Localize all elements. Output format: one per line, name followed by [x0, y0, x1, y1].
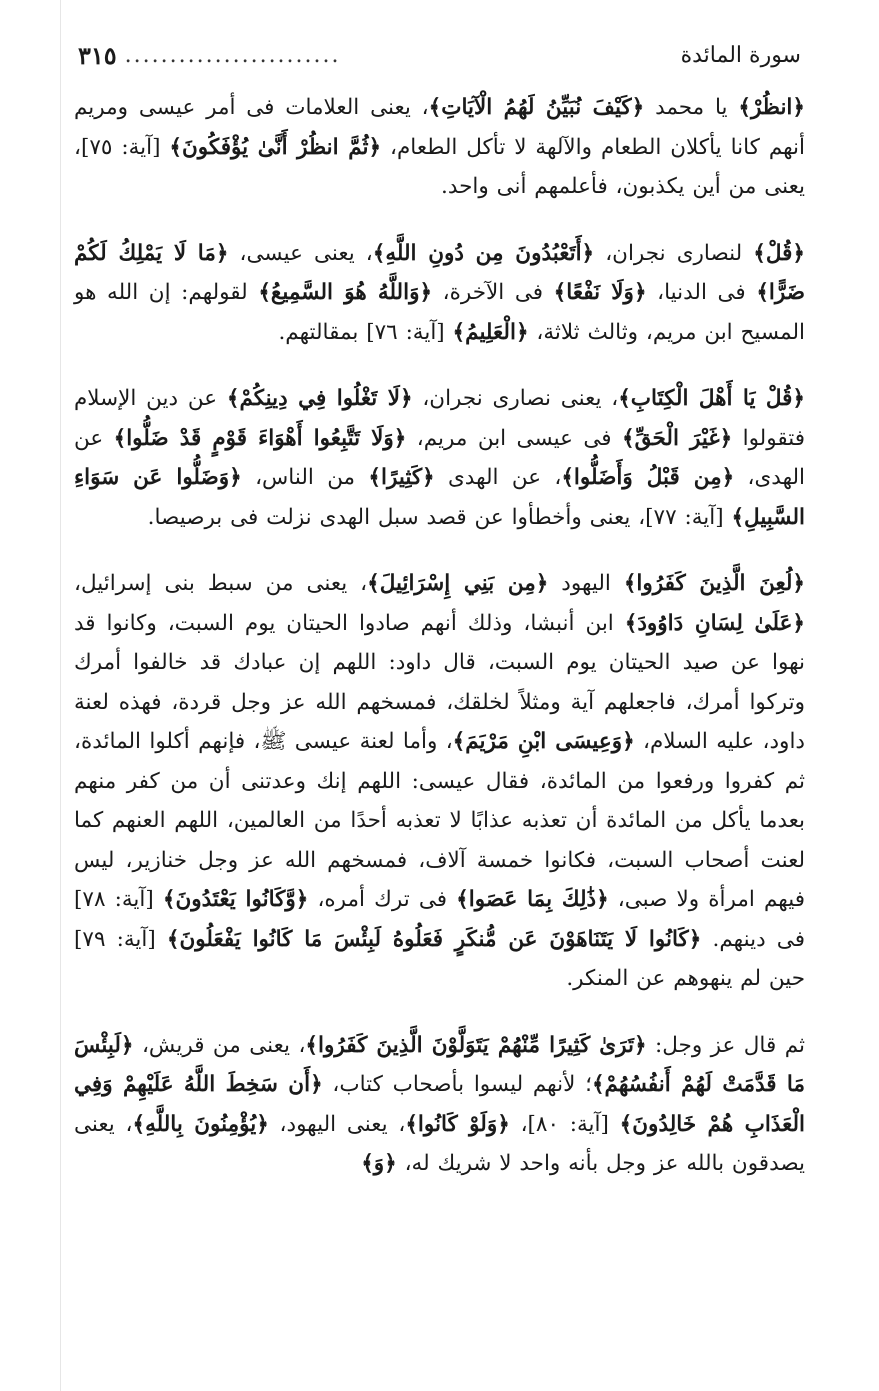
commentary-text: فى الآخرة،: [432, 280, 554, 305]
commentary-text: ؛ لأنهم ليسوا بأصحاب كتاب،: [322, 1072, 592, 1097]
quran-verse-quote: ﴿وَاللَّهُ هُوَ السَّمِيعُ﴾: [258, 280, 433, 305]
paragraph: [74, 88, 805, 207]
commentary-text: فى ترك أمره،: [308, 887, 457, 912]
quran-verse-quote: ﴿وَ﴾: [361, 1151, 397, 1176]
commentary-text: [آية: ٧٥]، يعنى من أين يكذبون، فأعلمهم أنى واحد.: [74, 134, 805, 199]
quran-verse-quote: ﴿تَرَىٰ كَثِيرًا مِّنْهُمْ يَتَوَلَّوْنَ الَّذِينَ كَفَرُوا﴾: [305, 1032, 647, 1058]
commentary-text: ، يعنى العلامات فى أمر عيسى ومريم أنهم كانا يأكلان الطعام والآلهة لا تأكل الطعام،: [74, 95, 805, 160]
paragraph: [74, 234, 805, 353]
quran-verse-quote: ﴿وَضَلُّوا عَن سَوَاءِ السَّبِيلِ﴾: [74, 465, 805, 530]
header-number-group: [78, 36, 341, 76]
commentary-text: [آية: ٧٨] فى دينهم.: [74, 887, 805, 952]
commentary-text: [آية: ٧٦] بمقالتهم.: [278, 319, 453, 345]
paragraph: [74, 1026, 805, 1184]
paragraph: [74, 564, 805, 999]
commentary-text: عن دين الإسلام فتقولوا: [74, 386, 805, 451]
quran-verse-quote: ﴿أَن سَخِطَ اللَّهُ عَلَيْهِمْ وَفِي الْعَذَابِ هُمْ خَالِدُونَ﴾: [74, 1072, 805, 1137]
commentary-text: ، يعنى عيسى،: [228, 240, 373, 266]
paragraph: [74, 379, 805, 537]
quran-verse-quote: ﴿ذَٰلِكَ بِمَا عَصَوا﴾: [456, 887, 609, 912]
quran-verse-quote: ﴿كَيْفَ نُبَيِّنُ لَهُمُ الْآيَاتِ﴾: [428, 95, 645, 120]
commentary-text: ، يعنى اليهود،: [268, 1111, 406, 1137]
commentary-text: [آية: ٧٩] حين لم ينهوهم عن المنكر.: [74, 926, 805, 991]
quran-verse-quote: ﴿كَثِيرًا﴾: [368, 465, 435, 490]
commentary-text: لقولهم: إن الله هو المسيح ابن مريم، وثالث ثلاثة،: [74, 280, 805, 345]
commentary-text: لنصارى نجران،: [594, 240, 754, 266]
quran-verse-quote: ﴿لَبِئْسَ مَا قَدَّمَتْ لَهُمْ أَنفُسُهُمْ﴾: [74, 1032, 805, 1097]
commentary-text: [آية: ٨٠]،: [509, 1111, 620, 1137]
quran-verse-quote: ﴿ثُمَّ انظُرْ أَنَّىٰ يُؤْفَكُونَ﴾: [169, 134, 382, 160]
quran-verse-quote: ﴿مِن قَبْلُ وَأَضَلُّوا﴾: [561, 465, 735, 490]
commentary-text: ، يعنى من قريش،: [133, 1032, 306, 1058]
commentary-text: ثم قال عز وجل:: [646, 1032, 805, 1058]
header-leader-dots: ........................: [124, 43, 341, 68]
commentary-text: ، يعنى يصدقون بالله عز وجل بأنه واحد لا شريك له،: [74, 1111, 805, 1176]
quran-verse-quote: ﴿يُؤْمِنُونَ بِاللَّهِ﴾: [132, 1111, 269, 1137]
quran-verse-quote: ﴿قُلْ يَا أَهْلَ الْكِتَابِ﴾: [618, 386, 806, 411]
commentary-text: ، وأما لعنة عيسى ﷺ، فإنهم أكلوا المائدة، ثم كفروا ورفعوا من المائدة، فقال عيسى: اللهم إنك وعدتنى أن من كفر منهم بعدما يأكل من المائدة أن تعذبه عذابًا لا تعذبه أحدًا من العالمين، اللهم العنهم كما لعنت أصحاب السبت، فكانوا خمسة آلاف، فمسخهم الله عز وجل خنازير، ليس فيهم امرأة ولا صبى،: [74, 729, 805, 912]
commentary-text: ابن أنبشا، وذلك أنهم صادوا الحيتان يوم السبت، وكانوا قد نهوا عن صيد الحيتان يوم السبت، قال داود: اللهم إن عبادك قد خالفوا أمرك وتركوا أمرك، فاجعلهم آية ومثلاً لخلقك، فمسخهم الله عز وجل قردة، فهذه لعنة داود، عليه السلام،: [74, 610, 805, 754]
quran-verse-quote: ﴿وَلَا تَتَّبِعُوا أَهْوَاءَ قَوْمٍ قَدْ ضَلُّوا﴾: [113, 425, 407, 451]
body-text: [74, 88, 805, 1184]
commentary-text: عن الهدى،: [74, 425, 806, 490]
quran-verse-quote: ﴿انظُرْ﴾: [738, 95, 805, 120]
commentary-text: فى الدنيا،: [646, 280, 757, 305]
quran-verse-quote: ﴿قُلْ﴾: [753, 240, 805, 266]
quran-verse-quote: ﴿لُعِنَ الَّذِينَ كَفَرُوا﴾: [623, 571, 805, 596]
commentary-text: من الناس،: [241, 465, 369, 490]
quran-verse-quote: ﴿الْعَلِيمُ﴾: [452, 319, 529, 345]
quran-verse-quote: ﴿غَيْرَ الْحَقِّ﴾: [622, 425, 733, 451]
commentary-text: ، يعنى نصارى نجران،: [412, 386, 619, 411]
quran-verse-quote: ﴿وَلَوْ كَانُوا﴾: [405, 1111, 510, 1137]
commentary-text: ، عن الهدى: [434, 465, 562, 490]
running-header: [74, 36, 805, 76]
header-surah-title: سورة المائدة: [680, 43, 801, 68]
quran-verse-quote: ﴿وَّكَانُوا يَعْتَدُونَ﴾: [162, 887, 309, 912]
quran-verse-quote: ﴿وَلَا نَفْعًا﴾: [553, 280, 647, 305]
page-number: ٣١٥: [78, 41, 117, 70]
quran-verse-quote: ﴿مِن بَنِي إِسْرَائِيلَ﴾: [367, 571, 549, 596]
quran-verse-quote: ﴿كَانُوا لَا يَتَنَاهَوْنَ عَن مُّنكَرٍ فَعَلُوهُ لَبِئْسَ مَا كَانُوا يَفْعَلُونَ﴾: [166, 926, 702, 952]
quran-verse-quote: ﴿لَا تَغْلُوا فِي دِينِكُمْ﴾: [226, 386, 413, 411]
commentary-text: اليهود: [548, 571, 624, 596]
commentary-text: يا محمد: [644, 95, 739, 120]
commentary-text: فى عيسى ابن مريم،: [406, 425, 622, 451]
commentary-text: ، يعنى من سبط بنى إسرائيل،: [74, 571, 368, 596]
quran-verse-quote: ﴿عَلَىٰ لِسَانِ دَاوُودَ﴾: [624, 610, 805, 636]
commentary-text: [آية: ٧٧]، يعنى وأخطأوا عن قصد سبل الهدى نزلت فى برصيصا.: [147, 504, 732, 530]
quran-verse-quote: ﴿أَتَعْبُدُونَ مِن دُونِ اللَّهِ﴾: [372, 240, 595, 266]
quran-verse-quote: ﴿مَا لَا يَمْلِكُ لَكُمْ ضَرًّا﴾: [74, 240, 806, 305]
quran-verse-quote: ﴿وَعِيسَى ابْنِ مَرْيَمَ﴾: [452, 729, 635, 754]
